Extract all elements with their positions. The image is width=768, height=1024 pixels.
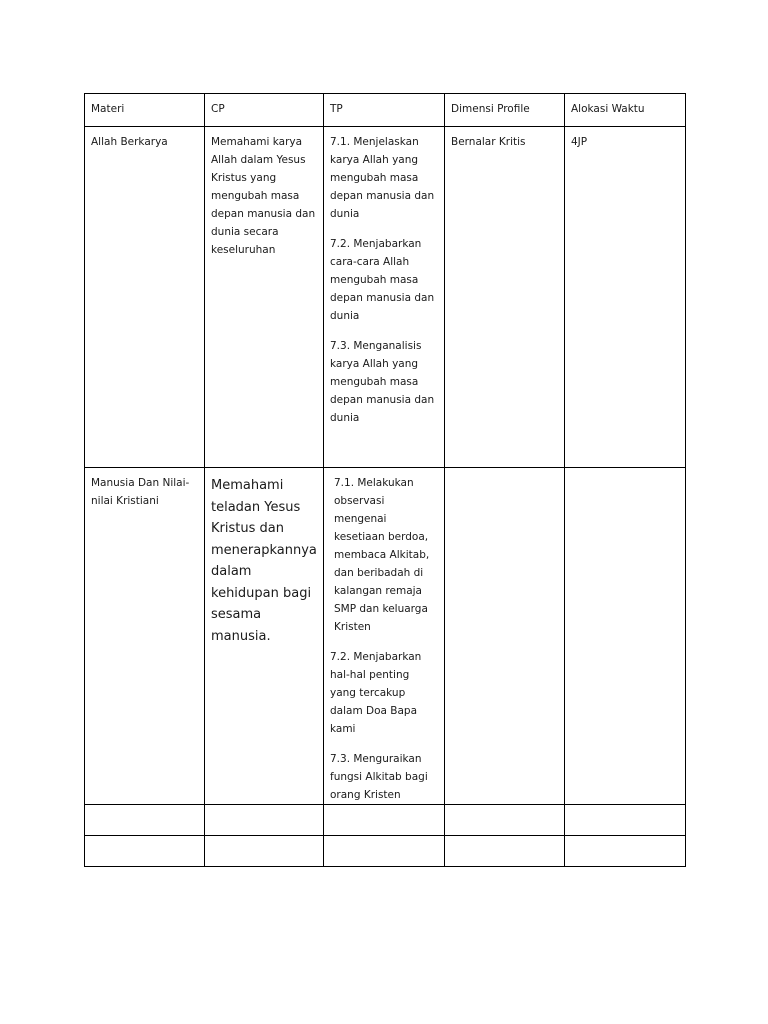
empty-cell (445, 836, 565, 867)
empty-cell (205, 836, 324, 867)
header-dimensi-label: Dimensi Profile (451, 103, 530, 115)
empty-table-row (85, 805, 686, 836)
header-alokasi (565, 94, 686, 127)
empty-cell (445, 805, 565, 836)
header-cp (205, 94, 324, 127)
empty-cell (205, 805, 324, 836)
cell-tp (324, 127, 445, 468)
empty-table-row (85, 836, 686, 867)
header-cp-label: CP (211, 103, 225, 115)
materi-text: Allah Berkarya (91, 136, 168, 148)
tp-item: 7.2. Menjabarkan cara-cara Allah mengubah masa depan manusia dan dunia (330, 238, 435, 322)
cell-alokasi (565, 127, 686, 468)
cell-tp (324, 468, 445, 805)
alokasi-text: 4JP (571, 136, 588, 148)
empty-cell (324, 805, 445, 836)
empty-cell (324, 836, 445, 867)
cell-materi (85, 127, 205, 468)
dimensi-text: Bernalar Kritis (451, 136, 526, 148)
empty-cell (565, 805, 686, 836)
cp-text: Memahami karya Allah dalam Yesus Kristus yang mengubah masa depan manusia dan dunia secara keseluruhan (211, 136, 316, 256)
header-materi-label: Materi (91, 103, 125, 115)
header-alokasi-label: Alokasi Waktu (571, 103, 645, 115)
table-row (85, 468, 686, 805)
cell-materi (85, 468, 205, 805)
cp-text: Memahami teladan Yesus Kristus dan menerapkannya dalam kehidupan bagi sesama manusia. (211, 478, 317, 644)
tp-item: 7.1. Menjelaskan karya Allah yang mengubah masa depan manusia dan dunia (330, 136, 435, 220)
header-materi (85, 94, 205, 127)
cell-dimensi (445, 127, 565, 468)
tp-item: 7.3. Menganalisis karya Allah yang mengubah masa depan manusia dan dunia (330, 340, 435, 424)
empty-cell (85, 805, 205, 836)
cell-alokasi (565, 468, 686, 805)
header-dimensi (445, 94, 565, 127)
header-tp (324, 94, 445, 127)
tp-item: 7.3. Menguraikan fungsi Alkitab bagi orang Kristen (330, 753, 428, 801)
materi-text: Manusia Dan Nilai-nilai Kristiani (91, 477, 190, 507)
table-header-row (85, 94, 686, 127)
table-row (85, 127, 686, 468)
tp-item: 7.2. Menjabarkan hal-hal penting yang tercakup dalam Doa Bapa kami (330, 651, 422, 735)
tp-item: 7.1. Melakukan observasi mengenai kesetiaan berdoa, membaca Alkitab, dan beribadah di kalangan remaja SMP dan keluarga Kristen (334, 477, 430, 633)
cell-cp (205, 127, 324, 468)
cell-dimensi (445, 468, 565, 805)
cell-cp (205, 468, 324, 805)
rpp-table (84, 93, 686, 867)
empty-cell (565, 836, 686, 867)
header-tp-label: TP (330, 103, 343, 115)
empty-cell (85, 836, 205, 867)
